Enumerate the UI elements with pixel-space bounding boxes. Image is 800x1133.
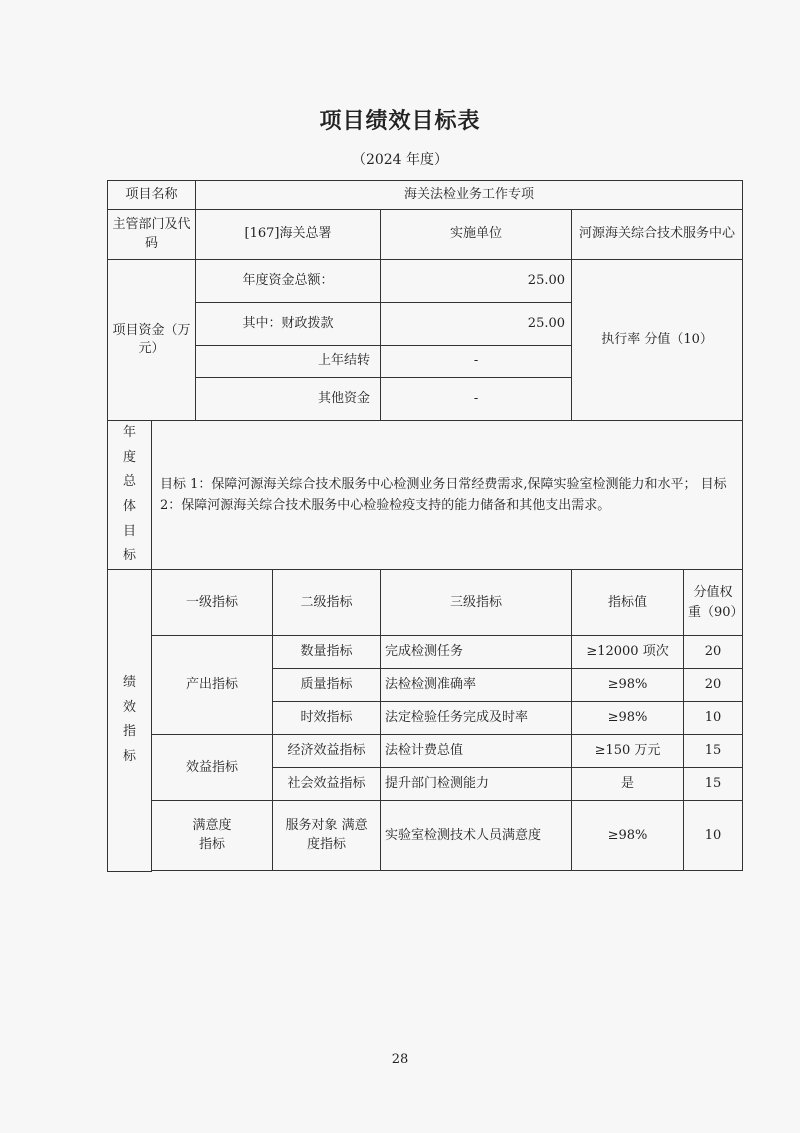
table-row-weight: 20 — [684, 669, 743, 702]
table-row-value: 是 — [572, 768, 684, 801]
table-row-value: ≥98% — [572, 801, 684, 871]
fiscal-funds-label: 其中：财政拨款 — [196, 303, 381, 346]
table-row-weight: 15 — [684, 768, 743, 801]
header-level3: 三级指标 — [381, 570, 572, 636]
project-name-value: 海关法检业务工作专项 — [196, 181, 743, 210]
output-indicator-label: 产出指标 — [152, 636, 273, 735]
spacer-row — [152, 871, 743, 872]
table-row-weight: 15 — [684, 735, 743, 768]
table-row-l2: 经济效益指标 — [273, 735, 381, 768]
year-subtitle: （2024 年度） — [351, 152, 449, 168]
other-funds-value: - — [381, 378, 572, 421]
carryover-value: - — [381, 346, 572, 378]
performance-label-text: 绩效指标 — [122, 675, 136, 765]
table-row-l3: 法检计费总值 — [381, 735, 572, 768]
carryover-label: 上年结转 — [196, 346, 381, 378]
fiscal-funds-value: 25.00 — [381, 303, 572, 346]
impl-unit-value: 河源海关综合技术服务中心 — [572, 210, 743, 260]
satisfaction-indicator-label — [152, 801, 273, 871]
table-row-weight: 10 — [684, 801, 743, 871]
table-row-weight: 20 — [684, 636, 743, 669]
page-number: 28 — [391, 1052, 409, 1067]
table-row-l3: 完成检测任务 — [381, 636, 572, 669]
page-title: 项目绩效目标表 — [319, 108, 481, 134]
table-row-value: ≥12000 项次 — [572, 636, 684, 669]
header-level2: 二级指标 — [273, 570, 381, 636]
funds-label: 项目资金（万元） — [108, 260, 196, 421]
table-row-value: ≥150 万元 — [572, 735, 684, 768]
performance-table — [107, 180, 743, 872]
table-row-l2: 服务对象 满意度指标 — [273, 801, 381, 871]
total-funds-value: 25.00 — [381, 260, 572, 303]
project-name-label: 项目名称 — [108, 181, 196, 210]
header-weight: 分值权重（90） — [684, 570, 743, 636]
table-row-l2: 质量指标 — [273, 669, 381, 702]
performance-label — [108, 570, 152, 872]
dept-value: [167]海关总署 — [196, 210, 381, 260]
header-value: 指标值 — [572, 570, 684, 636]
other-funds-label: 其他资金 — [196, 378, 381, 421]
benefit-indicator-label: 效益指标 — [152, 735, 273, 801]
table-row-l2: 社会效益指标 — [273, 768, 381, 801]
table-row-value: ≥98% — [572, 669, 684, 702]
impl-unit-label: 实施单位 — [381, 210, 572, 260]
table-row-l3: 法检检测准确率 — [381, 669, 572, 702]
header-level1: 一级指标 — [152, 570, 273, 636]
table-row-l3: 法定检验任务完成及时率 — [381, 702, 572, 735]
execution-rate: 执行率 分值（10） — [572, 260, 743, 421]
table-row-l3: 提升部门检测能力 — [381, 768, 572, 801]
table-row-l3: 实验室检测技术人员满意度 — [381, 801, 572, 871]
annual-goal-label — [108, 421, 152, 570]
table-row-l2: 数量指标 — [273, 636, 381, 669]
annual-goal-label-text: 年度总体目标 — [122, 425, 136, 564]
total-funds-label: 年度资金总额： — [196, 260, 381, 303]
satisfaction-label-text: 满意度指标 — [192, 818, 232, 852]
table-row-weight: 10 — [684, 702, 743, 735]
table-row-l2: 时效指标 — [273, 702, 381, 735]
annual-goal-text: 目标 1：保障河源海关综合技术服务中心检测业务日常经费需求,保障实验室检测能力和水平； 目标 2：保障河源海关综合技术服务中心检验检疫支持的能力储备和其他支出需求。 — [152, 421, 743, 570]
table-row-value: ≥98% — [572, 702, 684, 735]
dept-label: 主管部门及代码 — [108, 210, 196, 260]
